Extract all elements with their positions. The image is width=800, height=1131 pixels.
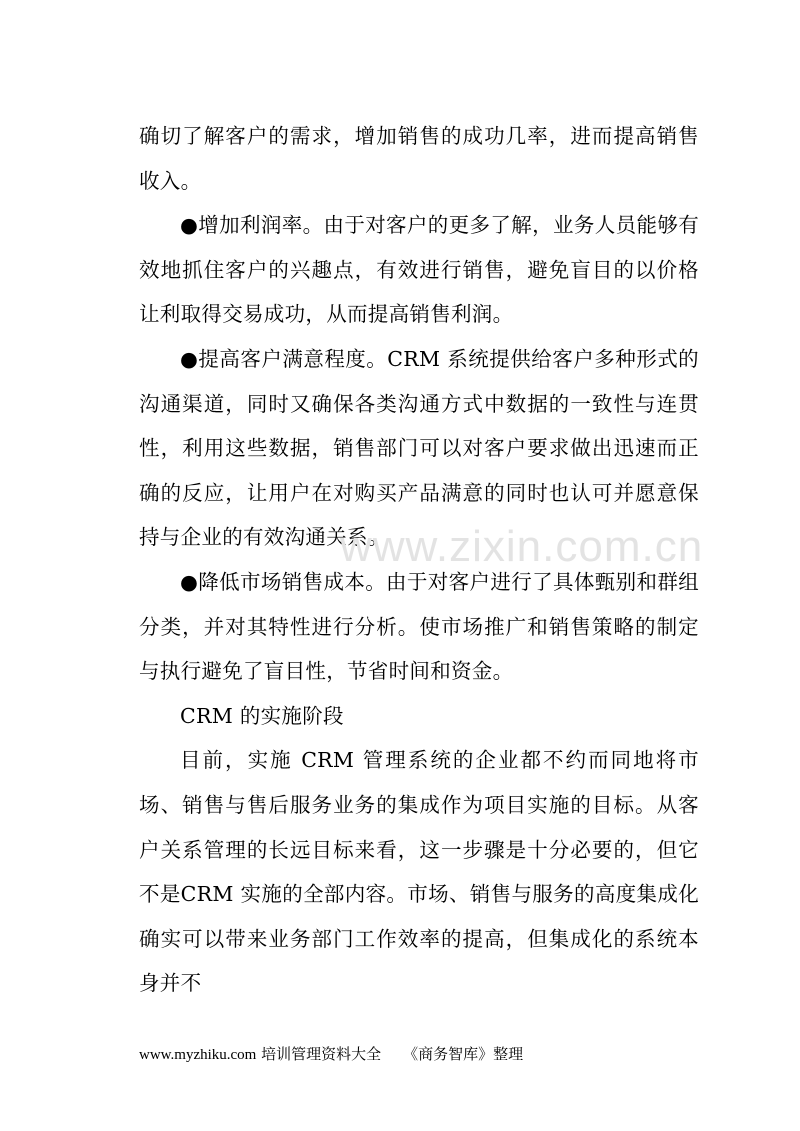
footer-text-2: 《商务智库》整理 xyxy=(403,1045,524,1063)
document-body xyxy=(139,114,699,1006)
section-heading: CRM 的实施阶段 xyxy=(180,703,344,728)
page-footer xyxy=(139,1044,523,1065)
paragraph-bullet-profit: ●增加利润率。由于对客户的更多了解，业务人员能够有效地抓住客户的兴趣点，有效进行销售，避免盲目的以价格让利取得交易成功，从而提高销售利润。 xyxy=(139,213,699,327)
paragraph-bullet-satisfaction: ●提高客户满意程度。CRM 系统提供给客户多种形式的沟通渠道，同时又确保各类沟通方式中数据的一致性与连贯性，利用这些数据，销售部门可以对客户要求做出迅速而正确的反应，让用户在对购买产品满意的同时也认可并愿意保持与企业的有效沟通关系。 xyxy=(139,346,699,550)
paragraph-implementation: 目前，实施 CRM 管理系统的企业都不约而同地将市场、销售与售后服务业务的集成作为项目实施的目标。从客户关系管理的长远目标来看，这一步骤是十分必要的，但它不是CRM 实施的全部内容。市场、销售与服务的高度集成化确实可以带来业务部门工作效率的提高，但集成化的系统本身并不 xyxy=(139,748,699,996)
footer-text-1: 培训管理资料大全 xyxy=(261,1045,382,1063)
paragraph-bullet-cost: ●降低市场销售成本。由于对客户进行了具体甄别和群组分类，并对其特性进行分析。使市场推广和销售策略的制定与执行避免了盲目性，节省时间和资金。 xyxy=(139,569,699,684)
watermark: www.zixin.com.cn xyxy=(340,522,704,571)
footer-site-link[interactable]: www.myzhiku.com xyxy=(139,1047,257,1063)
paragraph-continuation: 确切了解客户的需求，增加销售的成功几率，进而提高销售收入。 xyxy=(139,124,699,193)
